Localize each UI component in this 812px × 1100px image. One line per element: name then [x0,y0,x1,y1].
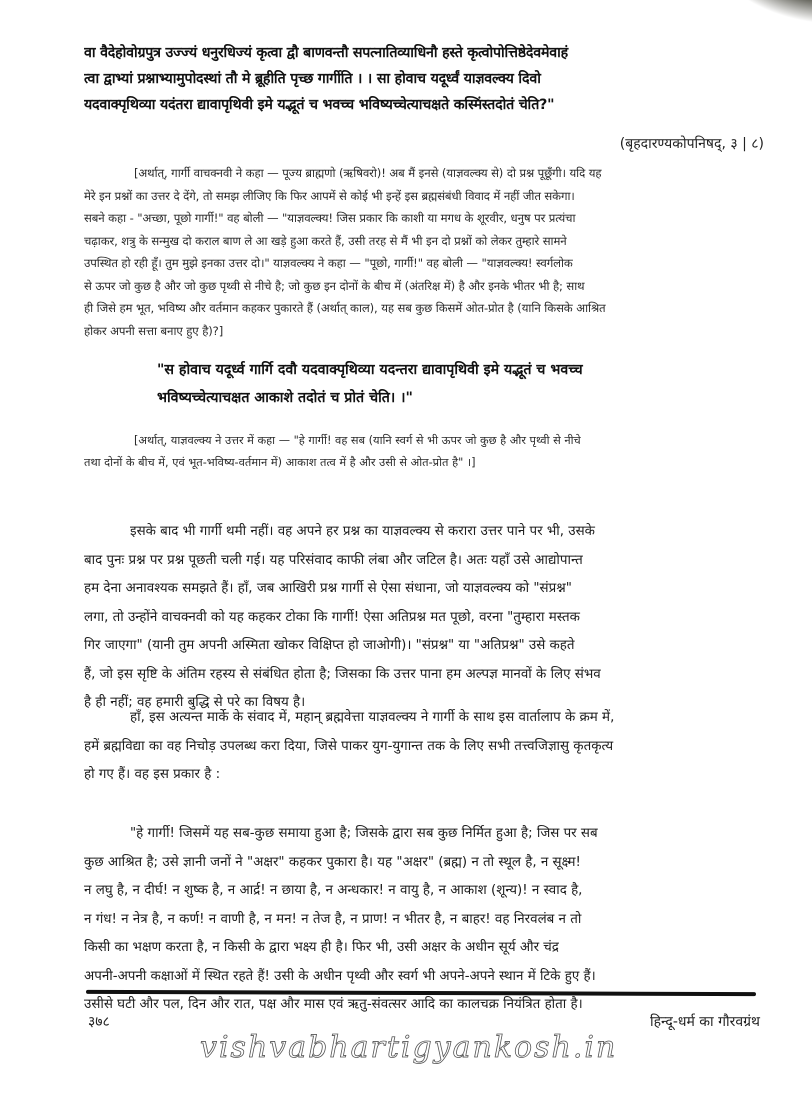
paragraph-line: हैं, जो इस सृष्टि के अंतिम रहस्य से संबंधित होता है; जिसका कि उत्तर पाना हम अल्पज्ञ मानवों के लिए संभव [84,666,601,682]
translation-block-1 [84,162,764,342]
paragraph-line: न लघु है, न दीर्घ! न शुष्क है, न आर्द्र! न छाया है, न अन्धकार! न वायु है, न आकाश (शून्य)! न स्वाद है, [84,883,583,898]
scan-corner-shadow [696,0,812,30]
paragraph-line: न गंध! न नेत्र है, न कर्ण! न वाणी है, न मन! न तेज है, न प्राण! न भीतर है, न बाहर! वह निरवलंब न तो [84,911,582,927]
translation-line: सबने कहा - "अच्छा, पूछो गार्गी!" वह बोली — "याज्ञवल्क्य! जिस प्रकार कि काशी या मगध के शूरवीर, धनुष पर प्रत्यंचा [84,211,576,225]
website-watermark: vishvabhartigyankosh.in [200,1030,618,1065]
paragraph-line: गिर जाएगा" (यानी तुम अपनी अस्मिता खोकर विक्षिप्त हो जाओगी)। "संप्रश्न" या "अतिप्रश्न" उसे कहते [84,638,575,653]
sanskrit-verse-upper [84,40,764,118]
paragraph-line: बाद पुनः प्रश्न पर प्रश्न पूछती चली गई। यह परिसंवाद काफी लंबा और जटिल है। अतः यहाँ उसे आद्योपान्त [84,552,583,568]
translation-line: तथा दोनों के बीच में, एवं भूत-भविष्य-वर्तमान में) आकाश तत्व में है और उसी से ओत-प्रोत है" ।] [84,456,476,469]
paragraph-line: कुछ आश्रित है; उसे ज्ञानी जनों ने "अक्षर" कहकर पुकारा है। यह "अक्षर" (ब्रह्म) न तो स्थूल है, न सूक्ष्म! [84,854,581,870]
page-number: ३७८ [88,1014,110,1030]
verse-line: यदवाक्पृथिव्या यदंतरा द्यावापृथिवी इमे यद्भूतं च भवच्च भविष्यच्चेत्याचक्षते कस्मिंस्तदोतं चेति?" [84,97,555,113]
body-paragraph-2 [84,704,764,790]
verse-line: त्वा द्वाभ्यां प्रश्नाभ्यामुपोदस्थां तौ मे ब्रूहीति पृच्छ गार्गीति । । सा होवाच यदूर्ध्वं याज्ञवल्क्य दिवो [84,71,541,87]
paragraph-line: हमें ब्रह्मविद्या का वह निचोड़ उपलब्ध करा दिया, जिसे पाकर युग-युगान्त तक के लिए सभी तत्त्वजिज्ञासु कृतकृत्य [84,738,614,754]
verse-citation: (बृहदारण्यकोपनिषद्, ३ | ८) [619,136,764,152]
verse-line: "स होवाच यदूर्ध्व गार्गि दवौ यदवाक्पृथिव्या यदन्तरा द्यावापृथिवी इमे यद्भूतं च भवच्च [157,362,583,378]
paragraph-line: हाँ, इस अत्यन्त मार्के के संवाद में, महान् ब्रह्मवेत्ता याज्ञवल्क्य ने गार्गी के साथ इस वार्तालाप के क्रम में, [130,710,615,725]
verse-line: वा वैदेहोवोग्रपुत्र उज्ज्यं धनुरधिज्यं कृत्वा द्वौ बाणवन्तौ सपत्नातिव्याधिनौ हस्ते कृत्वोपोत्तिष्ठेदेवमेवाहं [84,45,568,61]
paragraph-line: उसीसे घटी और पल, दिन और रात, पक्ष और मास एवं ऋतु-संवत्सर आदि का कालचक्र नियंत्रित होता है। [84,997,583,1012]
translation-line: उपस्थित हो रही हूँ। तुम मुझे इनका उत्तर दो।" याज्ञवल्क्य ने कहा — "पूछो, गार्गी!" वह बोली — "याज्ञवल्क्य! स्वर्गलोक [84,256,573,270]
body-paragraph-1 [84,518,764,718]
translation-line: से ऊपर जो कुछ है और जो कुछ पृथ्वी से नीचे है; जो कुछ इन दोनों के बीच में (अंतरिक्ष में) है और इनके भीतर भी है; साथ [84,278,585,293]
paragraph-line: अपनी-अपनी कक्षाओं में स्थित रहते हैं! उसी के अधीन पृथ्वी और स्वर्ग भी अपने-अपने स्थान में टिके हुए हैं। [84,968,596,984]
paragraph-line: किसी का भक्षण करता है, न किसी के द्वारा भक्ष्य ही है। फिर भी, उसी अक्षर के अधीन सूर्य और चंद्र [84,940,559,955]
translation-line: चढ़ाकर, शत्रु के सन्मुख दो कराल बाण ले आ खड़े हुआ करते हैं, उसी तरह से मैं भी इन दो प्रश्नों को लेकर तुम्हारे सामने [84,233,567,248]
translation-line: [अर्थात्, याज्ञवल्क्य ने उत्तर में कहा — "हे गार्गी! वह सब (यानि स्वर्ग से भी ऊपर जो कुछ है और पृथ्वी से नीचे [134,434,581,447]
translation-line: [अर्थात्, गार्गी वाचक्नवी ने कहा — पूज्य ब्राह्मणो (ऋषिवरो)! अब मैं इनसे (याज्ञवल्क्य से) दो प्रश्न पूछूँगी। यदि यह [134,166,602,180]
sanskrit-verse-2 [157,356,757,412]
translation-line: मेरे इन प्रश्नों का उत्तर दे देंगे, तो समझ लीजिए कि फिर आपमें से कोई भी इन्हें इस ब्रह्मसंबंधी विवाद में नहीं जीत सकेगा। [84,188,575,203]
paragraph-line: इसके बाद भी गार्गी थमी नहीं। वह अपने हर प्रश्न का याज्ञवल्क्य से करारा उत्तर पाने पर भी, उसके [130,524,595,539]
translation-line: होकर अपनी सत्ता बनाए हुए है)?] [84,323,224,338]
translation-line: ही जिसे हम भूत, भविष्य और वर्तमान कहकर पुकारते हैं (अर्थात् काल), यह सब कुछ किसमें ओत-प्रोत है (यानि किसके आश्रित [84,301,606,315]
paragraph-line: "हे गार्गी! जिसमें यह सब-कुछ समाया हुआ है; जिसके द्वारा सब कुछ निर्मित हुआ है; जिस पर सब [130,826,598,841]
paragraph-line: हम देना अनावश्यक समझते हैं। हाँ, जब आखिरी प्रश्न गार्गी से ऐसा संधाना, जो याज्ञवल्क्य को "संप्रश्न" [84,581,572,596]
running-book-title: हिन्दू-धर्म का गौरवग्रंथ [650,1014,760,1030]
paragraph-line: लगा, तो उन्होंने वाचक्नवी को यह कहकर टोका कि गार्गी! ऐसा अतिप्रश्न मत पूछो, वरना "तुम्हारा मस्तक [84,609,580,625]
paragraph-line: हो गए हैं। वह इस प्रकार है : [84,767,221,782]
paragraph-line: है ही नहीं; वह हमारी बुद्धि से परे का विषय है। [84,695,306,710]
verse-line: भविष्यच्चेत्याचक्षत आकाशे तदोतं च प्रोतं चेति। ।" [157,390,413,406]
translation-block-2 [84,430,764,474]
